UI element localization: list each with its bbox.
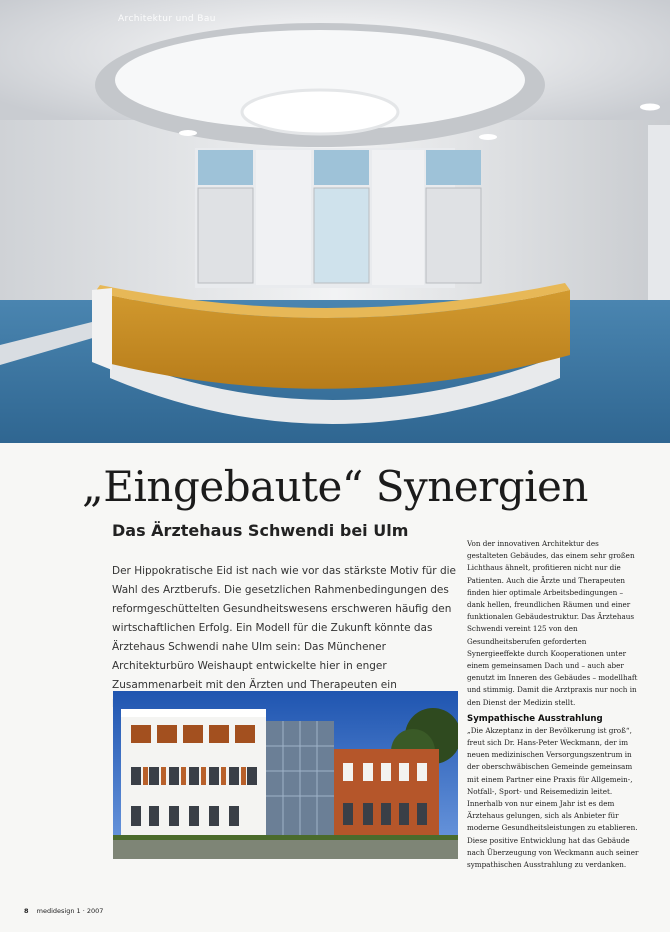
article-headline: „Eingebaute“ Synergien <box>82 462 588 511</box>
hero-photo-reception <box>0 0 670 443</box>
magazine-name: medidesign 1 · 2007 <box>36 907 104 915</box>
building-exterior-image <box>113 691 458 859</box>
lead-paragraph: Der Hippokratische Eid ist nach wie vor das stärkste Motiv für die Wahl des Arztberufs. Die gesetzlichen Rahmenbedingungen des reformgeschüttelten Gesundheitswesens erschweren häufig den wirtschaftlichen Erfolg. Ein Modell für die Zukunft könnte das Ärztehaus Schwendi nahe Ulm sein: Das Münchener Architekturbüro Weishaupt entwickelte hier in enger Zusammenarbeit mit den Ärzten und Therapeuten ein <box>112 565 457 691</box>
reception-interior-image <box>0 0 670 443</box>
building-exterior-photo <box>113 691 458 859</box>
body-paragraph-1: Von der innovativen Architektur des gestalteten Gebäudes, das einem sehr großen Lichthaus ähnelt, profitieren nicht nur die Patienten. Auch die Ärzte und Therapeuten finden hier optimale Arbeitsbedingungen – dank hellen, freundlichen Räumen und einer funktionalen Gebäudestruktur. Das Ärztehaus Schwendi vereint 125 von den Gesundheitsberufen geforderten Synergieeffekte durch Kooperationen unter einem gemeinsamen Dach und – auch aber genutzt im Inneren des Gebäudes – modellhaft und stimmig. Damit die Arztpraxis nur noch in den Dienst der Medizin stellt. <box>467 539 638 707</box>
body-paragraph-2: „Die Akzeptanz in der Bevölkerung ist groß“, freut sich Dr. Hans-Peter Weckmann, der im neuen medizinischen Versorgungszentrum in der oberschwäbischen Gemeinde gemeinsam mit einem Partner eine Praxis für Allgemein-, Notfall-, Sport- und Reisemedizin leitet. Innerhalb von nur einem Jahr ist es dem Ärztehaus gelungen, sich als Anbieter für moderne Gesundheitsleistungen zu etablieren. Diese positive Entwicklung hat das Gebäude nach Überzeugung von Weckmann auch seiner sympathischen Ausstrahlung zu verdanken. <box>467 725 639 870</box>
page-number: 8 <box>24 907 29 915</box>
right-text-column <box>467 538 640 871</box>
page-footer <box>24 907 103 915</box>
section-label: Architektur und Bau <box>118 14 216 24</box>
article-subheadline: Das Ärztehaus Schwendi bei Ulm <box>112 521 409 540</box>
section-heading: Sympathische Ausstrahlung <box>467 713 603 724</box>
